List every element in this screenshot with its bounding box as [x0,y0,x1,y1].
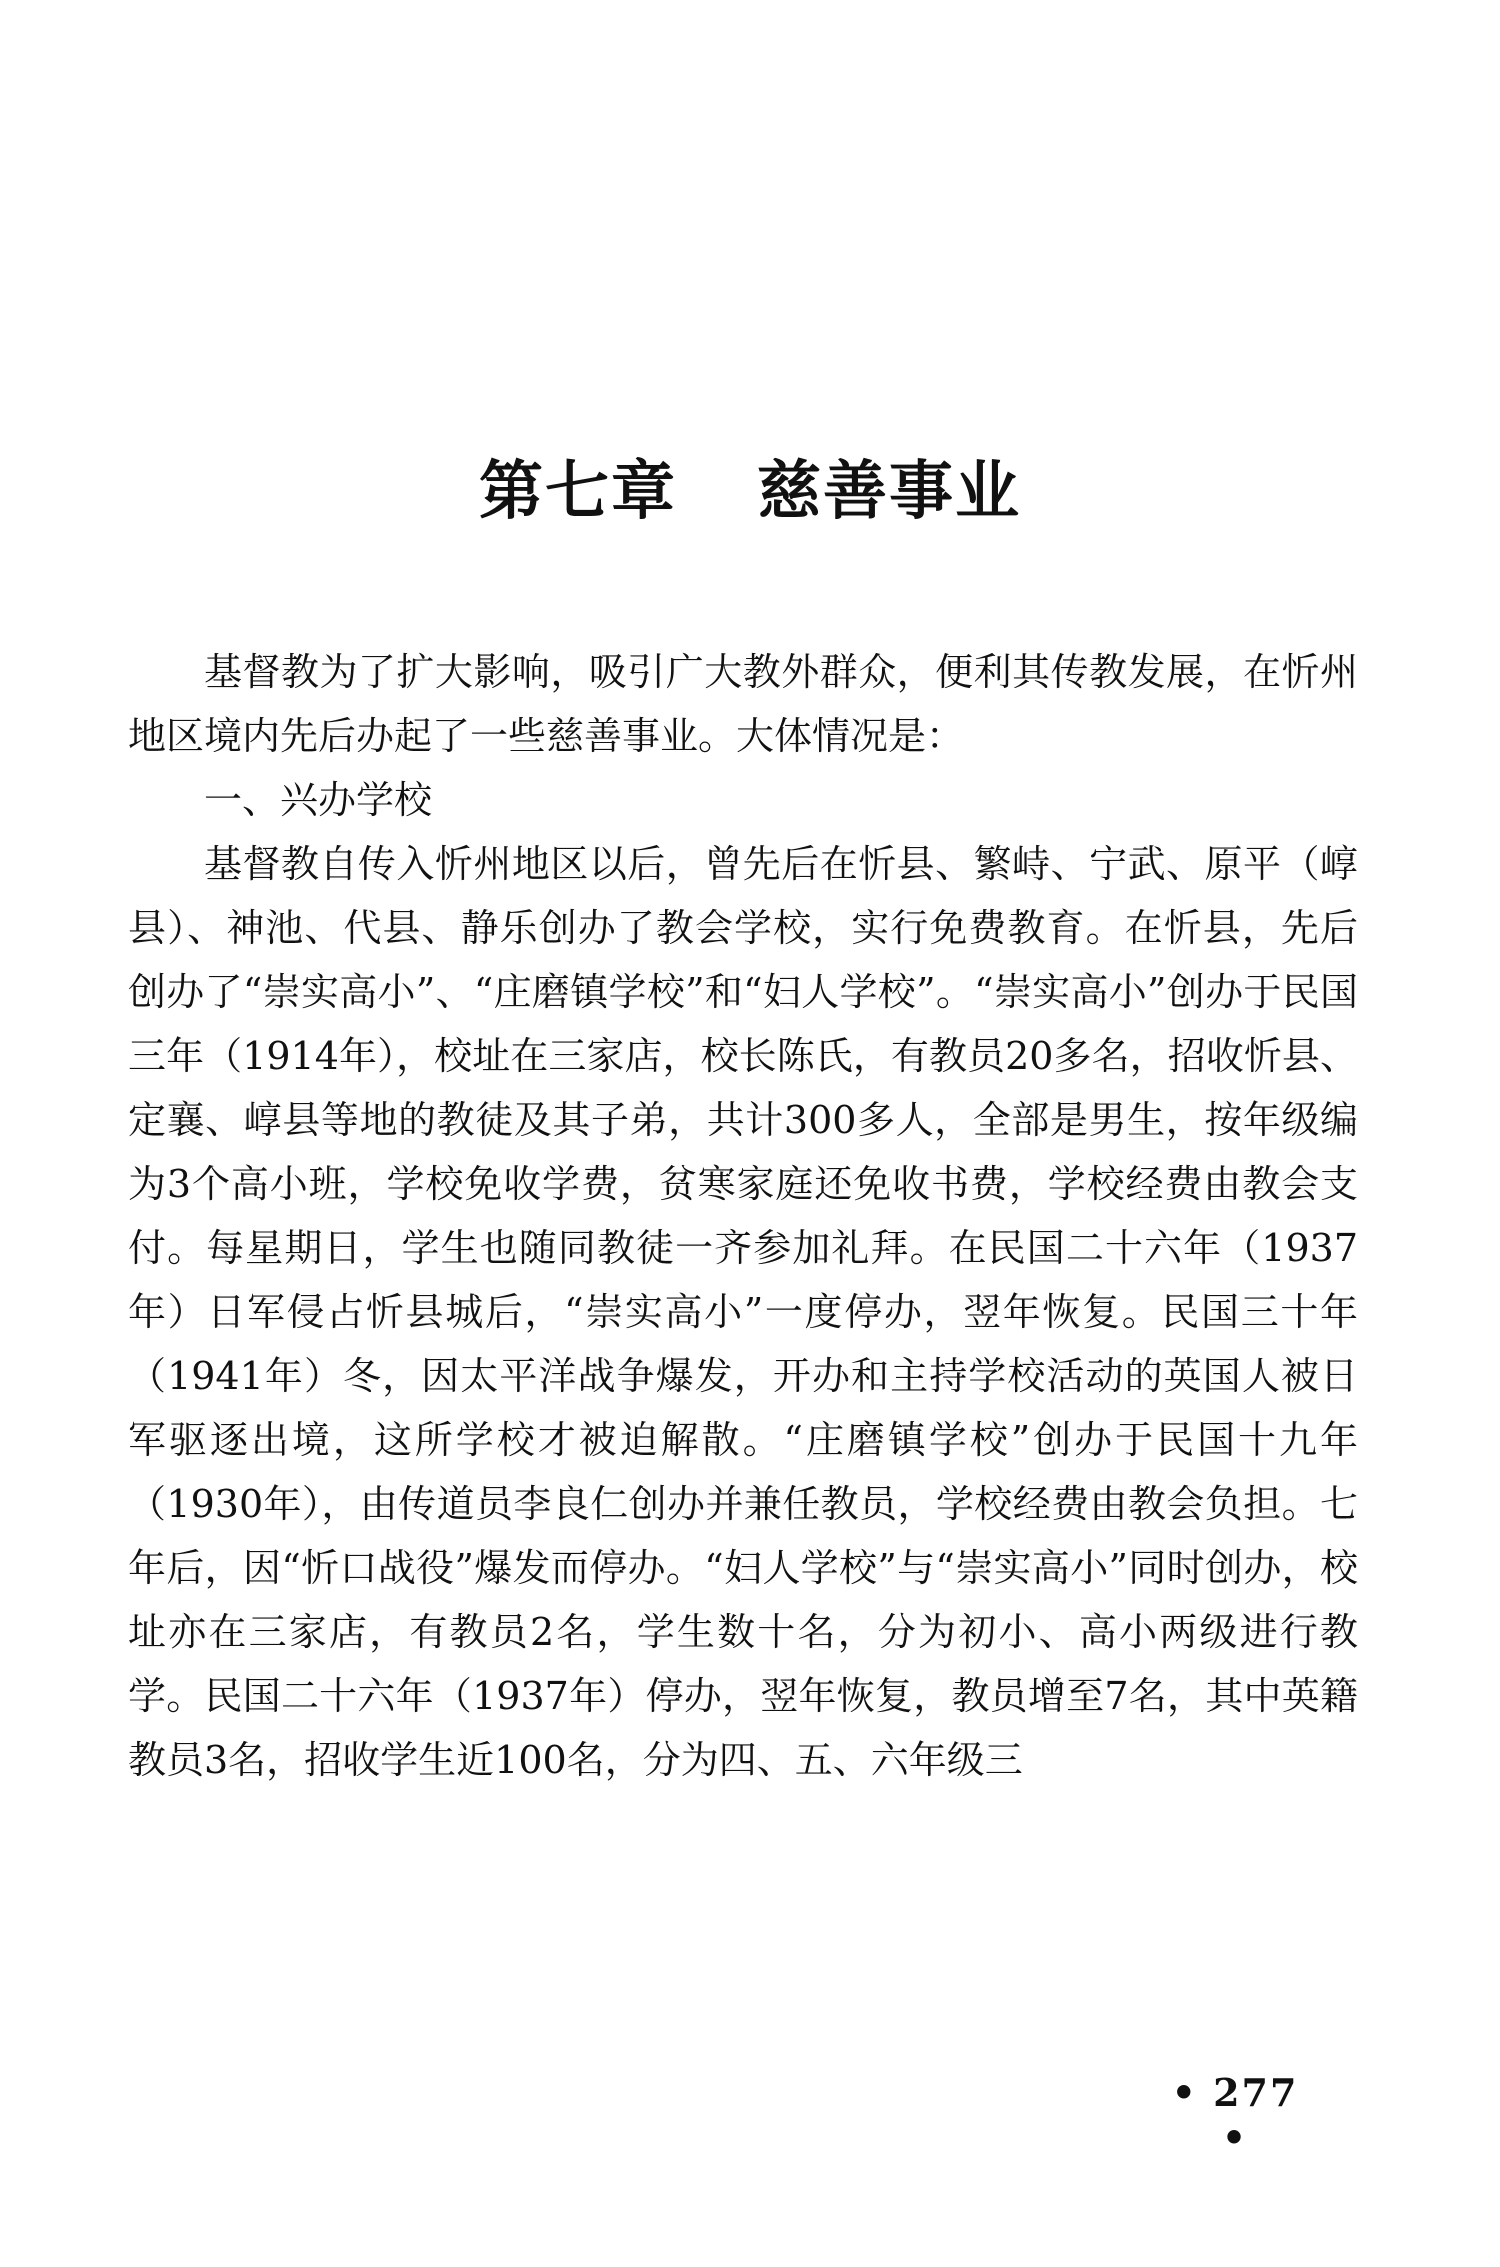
chapter-number: 第七章 [479,454,677,529]
body-text [128,640,1358,1792]
page-number: • 277 • [1171,2070,1299,2160]
schools-paragraph: 基督教自传入忻州地区以后，曾先后在忻县、繁峙、宁武、原平（崞县）、神池、代县、静乐创办了教会学校，实行免费教育。在忻县，先后创办了“崇实高小”、“庄磨镇学校”和“妇人学校”。“崇实高小”创办于民国三年（1914年），校址在三家店，校长陈氏，有教员20多名，招收忻县、定襄、崞县等地的教徒及其子弟，共计300多人，全部是男生，按年级编为3个高小班，学校免收学费，贫寒家庭还免收书费，学校经费由教会支付。每星期日，学生也随同教徒一齐参加礼拜。在民国二十六年（1937年）日军侵占忻县城后，“崇实高小”一度停办，翌年恢复。民国三十年（1941年）冬，因太平洋战争爆发，开办和主持学校活动的英国人被日军驱逐出境，这所学校才被迫解散。“庄磨镇学校”创办于民国十九年（1930年），由传道员李良仁创办并兼任教员，学校经费由教会负担。七年后，因“忻口战役”爆发而停办。“妇人学校”与“崇实高小”同时创办，校址亦在三家店，有教员2名，学生数十名，分为初小、高小两级进行教学。民国二十六年（1937年）停办，翌年恢复，教员增至7名，其中英籍教员3名，招收学生近100名，分为四、五、六年级三 [128,842,1358,1782]
chapter-name: 慈善事业 [757,454,1021,529]
intro-paragraph: 基督教为了扩大影响，吸引广大教外群众，便利其传教发展，在忻州地区境内先后办起了一些慈善事业。大体情况是： [128,650,1358,758]
chapter-title [0,440,1500,532]
section-heading: 一、兴办学校 [204,778,433,822]
